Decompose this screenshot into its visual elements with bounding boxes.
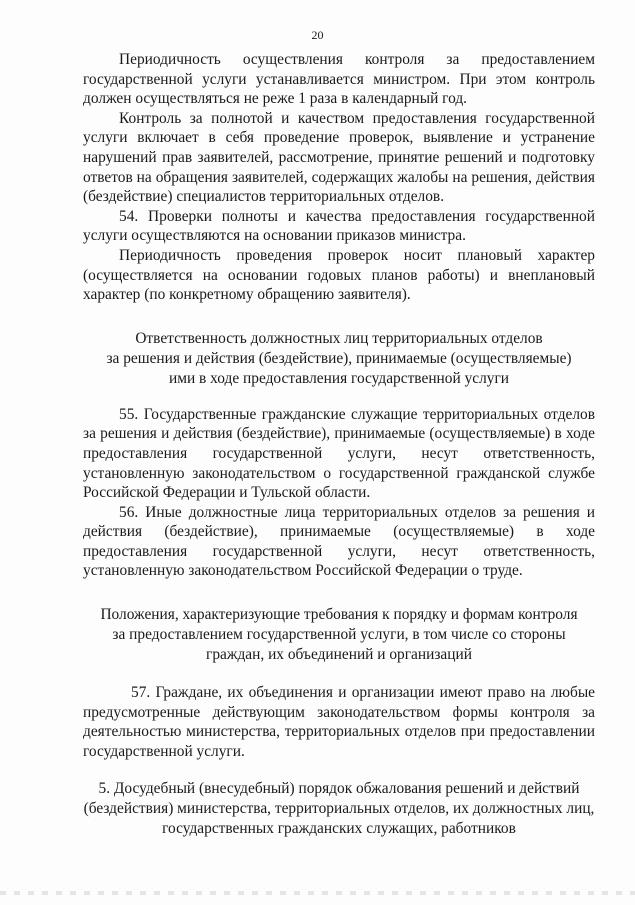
page-number: 20: [311, 28, 324, 42]
heading-line: Ответственность должностных лиц территориальных отделов: [135, 329, 543, 347]
spacer: [83, 761, 595, 779]
heading-line: (бездействия) министерства, территориальных отделов, их должностных лиц,: [83, 800, 595, 818]
document-body: [83, 50, 595, 839]
spacer: [83, 389, 595, 405]
paragraph-54: 54. Проверки полноты и качества предоставления государственной услуги осуществляются на основании приказов министра.: [83, 207, 595, 245]
heading-line: государственных гражданских служащих, работников: [162, 820, 516, 838]
heading-line: ими в ходе предоставления государственной услуги: [168, 369, 510, 387]
heading-line: Положения, характеризующие требования к порядку и формам контроля: [100, 606, 578, 624]
spacer: [83, 665, 595, 683]
section-heading-pretrial-appeal: [83, 779, 595, 839]
heading-line: граждан, их объединений и организаций: [206, 646, 472, 664]
paragraph-56: 56. Иные должностные лица территориальных отделов за решения и действия (бездействие), принимаемые (осуществляемые) в ходе предоставления государственной услуги, несут ответственность, установленную законодательством Российской Федерации о труде.: [83, 503, 595, 580]
spacer: [83, 305, 595, 329]
paragraph-control-scope: Контроль за полнотой и качеством предоставления государственной услуги включает в себя проведение проверок, выявление и устранение нарушений прав заявителей, рассмотрение, принятие решений и подготовку ответов на обращения заявителей, содержащих жалобы на решения, действия (бездействие) специалистов территориальных отделов.: [83, 109, 595, 206]
section-heading-responsibility: [83, 329, 595, 389]
paragraph-control-periodicity: Периодичность осуществления контроля за предоставлением государственной услуги устанавливается министром. При этом контроль должен осуществляться не реже 1 раза в календарный год.: [83, 51, 595, 108]
heading-line: 5. Досудебный (внесудебный) порядок обжалования решений и действий: [98, 780, 580, 798]
heading-line: за решения и действия (бездействие), принимаемые (осуществляемые): [106, 349, 572, 367]
section-heading-control-requirements: [83, 605, 595, 665]
paragraph-inspection-periodicity: Периодичность проведения проверок носит плановый характер (осуществляется на основании годовых планов работы) и внеплановый характер (по конкретному обращению заявителя).: [83, 246, 595, 304]
paragraph-55: 55. Государственные гражданские служащие территориальных отделов за решения и действия (бездействие), принимаемые (осуществляемые) в ходе предоставления государственной услуги, несут ответственность, установленную законодательством о государственной гражданской службе Российской Федерации и Тульской области.: [83, 405, 595, 502]
spacer: [83, 581, 595, 605]
scan-artifact-line: [0, 891, 635, 895]
paragraph-57: 57. Граждане, их объединения и организации имеют право на любые предусмотренные действующим законодательством формы контроля за деятельностью министерства, территориальных отделов при предоставлении государственной услуги.: [83, 684, 595, 760]
heading-line: за предоставлением государственной услуги, в том числе со стороны: [112, 626, 566, 644]
